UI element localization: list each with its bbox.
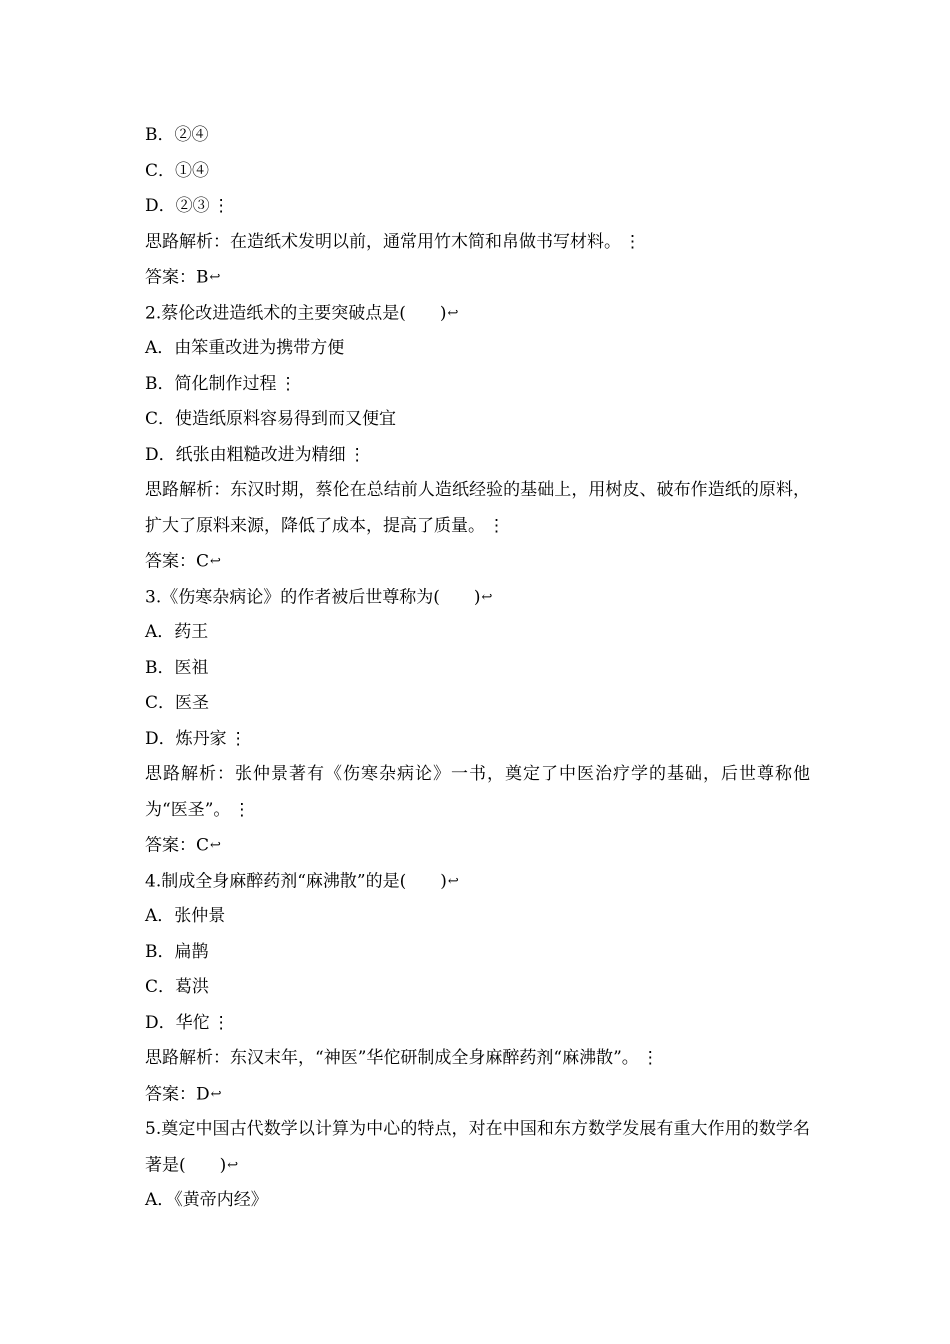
option-line [145,1183,810,1219]
analysis-line [145,757,810,828]
option-text: B．医祖 [145,657,209,678]
answer-line [145,544,810,580]
option-text: A．张仲景 [145,906,226,926]
answer-text: 答案：B [145,267,209,288]
answer-line [145,828,810,864]
option-text: C．①④ [145,160,210,181]
line-end-dots-icon: ⋮ [348,444,365,465]
answer-text: 答案：C [145,551,210,572]
answer-line [145,1077,810,1113]
option-text: C．使造纸原料容易得到而又便宜 [145,409,397,429]
analysis-text: 思路解析：东汉时期，蔡伦在总结前人造纸经验的基础上，用树皮、破布作造纸的原料，扩大了原料来源，降低了成本，提高了质量。 [145,480,810,536]
analysis-text: 思路解析：东汉末年，“神医”华佗研制成全身麻醉药剂“麻沸散”。 [145,1048,639,1068]
option-text: B．扁鹊 [145,941,209,962]
paragraph-return-mark-icon: ↩ [209,270,221,285]
line-end-dots-icon: ⋮ [624,231,640,252]
analysis-line [145,225,810,261]
option-line [145,651,810,687]
option-line [145,438,810,474]
line-end-dots-icon: ⋮ [279,373,296,394]
option-text: D．纸张由粗糙改进为精细 [145,444,346,465]
paragraph-return-mark-icon: ↩ [227,1157,239,1173]
analysis-line [145,473,810,544]
analysis-text: 思路解析：在造纸术发明以前，通常用竹木简和帛做书写材料。 [145,231,621,252]
question-text: 5.奠定中国古代数学以计算为中心的特点，对在中国和东方数学发展有重大作用的数学名著是( ) [145,1119,810,1175]
line-end-dots-icon: ⋮ [641,1048,658,1068]
option-text: D．华佗 [145,1012,210,1033]
paragraph-return-mark-icon: ↩ [210,554,221,569]
option-line [145,189,810,225]
question-line [145,864,810,900]
question-text: 4.制成全身麻醉药剂“麻沸散”的是( ) [145,870,447,891]
option-line [145,154,810,190]
option-line [145,367,810,403]
analysis-line [145,1041,810,1077]
question-text: 3.《伤寒杂病论》的作者被后世尊称为( ) [145,586,481,607]
option-line [145,331,810,367]
option-line [145,1006,810,1042]
option-text: D．②③ [145,196,210,216]
paragraph-return-mark-icon: ↩ [481,589,493,605]
option-line [145,970,810,1006]
line-end-dots-icon: ⋮ [233,799,250,820]
option-text: B．②④ [145,125,209,145]
option-line [145,899,810,935]
option-line [145,118,810,154]
option-text: C．葛洪 [145,977,210,997]
question-line [145,580,810,616]
line-end-dots-icon: ⋮ [229,728,246,749]
paragraph-return-mark-icon: ↩ [210,1086,222,1102]
question-text: 2.蔡伦改进造纸术的主要突破点是( ) [145,302,447,323]
option-text: A．《黄帝内经》 [145,1190,268,1211]
option-text: A．药王 [145,622,209,642]
answer-line [145,260,810,296]
option-line [145,935,810,971]
question-line [145,1112,810,1183]
answer-text: 答案：C [145,835,210,856]
line-end-dots-icon: ⋮ [212,196,229,216]
question-line [145,296,810,332]
document-page [145,118,810,1219]
option-text: D．炼丹家 [145,728,227,749]
option-line [145,402,810,438]
option-line [145,615,810,651]
option-text: A．由笨重改进为携带方便 [145,338,345,358]
option-line [145,722,810,758]
paragraph-return-mark-icon: ↩ [447,873,459,889]
option-text: C．医圣 [145,693,210,713]
analysis-text: 思路解析：张仲景著有《伤寒杂病论》一书，奠定了中医治疗学的基础，后世尊称他为“医圣”。 [145,764,810,820]
line-end-dots-icon: ⋮ [488,515,504,536]
paragraph-return-mark-icon: ↩ [210,838,221,853]
option-line [145,686,810,722]
line-end-dots-icon: ⋮ [212,1012,229,1033]
answer-text: 答案：D [145,1083,210,1104]
option-text: B．简化制作过程 [145,373,277,394]
paragraph-return-mark-icon: ↩ [447,305,459,321]
